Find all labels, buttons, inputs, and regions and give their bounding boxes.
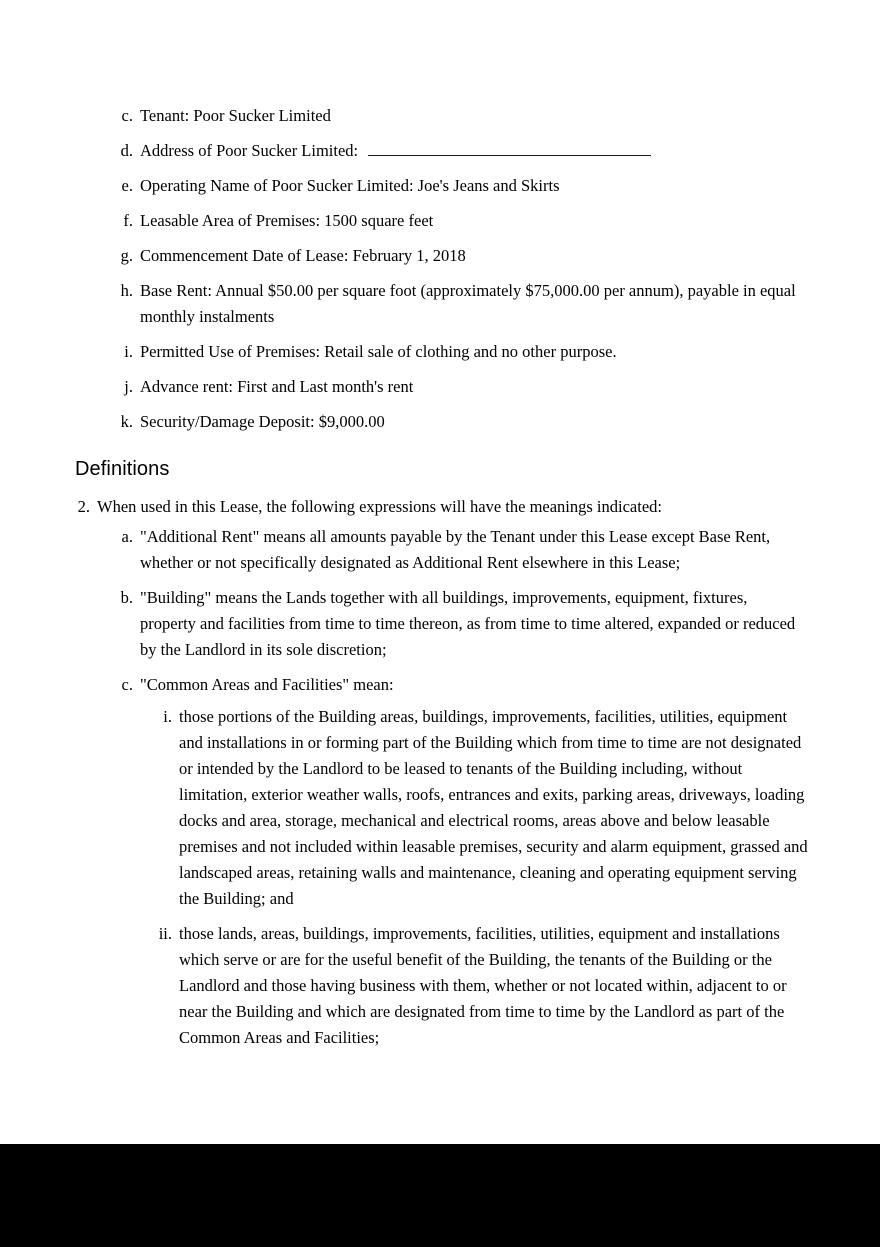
list-item	[0, 278, 880, 330]
list-item-text: "Building" means the Lands together with all buildings, improvements, equipment, fixtures, property and facilities from time to time thereon, as from time to time altered, expanded or reduced by the Landlord in its sole discretion;	[140, 588, 796, 659]
list-marker: h.	[120, 281, 133, 300]
list-item	[0, 374, 880, 400]
list-item	[0, 409, 880, 435]
sublist-item-text: those portions of the Building areas, buildings, improvements, facilities, utilities, equipment and installations in or forming part of the Building which from time to time are not designated or intended by the Landlord to be leased to tenants of the Building including, without limitation, exterior weather walls, roofs, entrances and exits, parking areas, driveways, loading docks and area, storage, mechanical and electrical rooms, areas above and below leasable premises and not included within leasable premises, security and alarm equipment, grassed and landscaped areas, retaining walls and maintenance, cleaning and operating equipment serving the Building; and	[179, 707, 808, 908]
list-marker: a.	[121, 527, 133, 546]
clause-text: When used in this Lease, the following expressions will have the meanings indicated:	[97, 497, 662, 516]
list-marker: e.	[121, 176, 133, 195]
list-item	[0, 243, 880, 269]
list-item-text: Address of Poor Sucker Limited:	[140, 141, 359, 160]
sublist-marker: i.	[163, 707, 172, 726]
list-marker: k.	[120, 412, 133, 431]
list-item	[0, 173, 880, 199]
list-item-text: Operating Name of Poor Sucker Limited: Joe's Jeans and Skirts	[140, 176, 560, 195]
list-item-text: Leasable Area of Premises: 1500 square feet	[140, 211, 434, 230]
list-item-text: Advance rent: First and Last month's rent	[140, 377, 414, 396]
list-item-text: Permitted Use of Premises: Retail sale of clothing and no other purpose.	[140, 342, 617, 361]
page-bottom-bar	[0, 1144, 880, 1247]
list-item-text: Base Rent: Annual $50.00 per square foot (approximately $75,000.00 per annum), payable in equal monthly instalments	[140, 281, 796, 326]
list-marker: d.	[120, 141, 133, 160]
list-item	[0, 585, 880, 663]
list-item-text: Commencement Date of Lease: February 1, 2018	[140, 246, 466, 265]
sublist-item-text: those lands, areas, buildings, improvements, facilities, utilities, equipment and installations which serve or are for the useful benefit of the Building, the tenants of the Building or the Landlord and those having business with them, whether or not located within, adjacent to or near the Building and which are designated from time to time by the Landlord as part of the Common Areas and Facilities;	[179, 924, 787, 1047]
list-item	[0, 524, 880, 576]
clause-2	[0, 494, 880, 520]
list-marker: c.	[121, 106, 133, 125]
list-marker: g.	[120, 246, 133, 265]
sublist-common-areas	[0, 704, 880, 1051]
list-item	[0, 138, 880, 164]
lease-particulars-list	[0, 103, 880, 435]
sublist-item	[0, 921, 880, 1051]
sublist-marker: ii.	[158, 924, 172, 943]
list-marker: c.	[121, 675, 133, 694]
list-item-text: "Additional Rent" means all amounts payable by the Tenant under this Lease except Base Rent, whether or not specifically designated as Additional Rent elsewhere in this Lease;	[140, 527, 771, 572]
list-marker: b.	[120, 588, 133, 607]
clause-2-block	[0, 494, 880, 1051]
list-item	[0, 672, 880, 698]
list-item-text: Security/Damage Deposit: $9,000.00	[140, 412, 385, 431]
document-body	[0, 103, 880, 1060]
list-item	[0, 208, 880, 234]
list-item-text: Tenant: Poor Sucker Limited	[140, 106, 331, 125]
list-marker: f.	[123, 211, 133, 230]
address-blank-line[interactable]	[368, 143, 651, 156]
list-marker: j.	[124, 377, 133, 396]
list-item	[0, 103, 880, 129]
list-item-text: "Common Areas and Facilities" mean:	[140, 675, 394, 694]
sublist-item	[0, 704, 880, 912]
section-heading-definitions: Definitions	[75, 458, 170, 480]
list-item	[0, 339, 880, 365]
clause-marker: 2.	[77, 497, 90, 516]
list-marker: i.	[124, 342, 133, 361]
